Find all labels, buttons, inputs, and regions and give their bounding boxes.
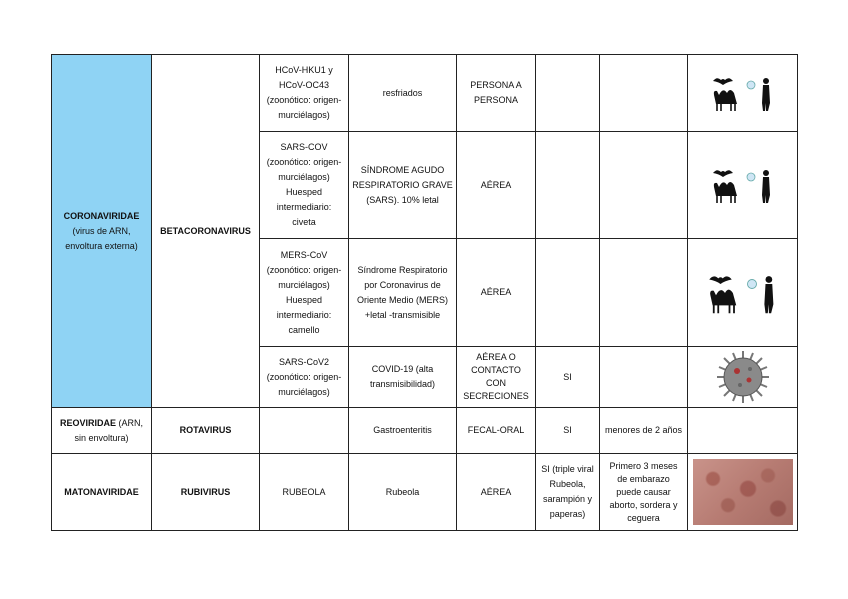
- vaccine-cell: [536, 454, 600, 531]
- virus-cell: RUBEOLA: [260, 454, 349, 531]
- disease-cell: Gastroenteritis: [349, 408, 457, 454]
- disease-cell: Rubeola: [349, 454, 457, 531]
- text-line: (zoonótico: origen-: [266, 95, 342, 105]
- disease-cell: [349, 132, 457, 239]
- vaccine-cell: SI: [536, 408, 600, 454]
- text-line: PERSONA A: [470, 80, 522, 90]
- family-cell-coronaviridae: [52, 55, 152, 408]
- coronavirus-particle-icon: [691, 349, 794, 405]
- bat-camel-human-icon: [691, 270, 794, 316]
- vaccine-cell: [536, 132, 600, 239]
- text-line: PERSONA: [473, 95, 518, 105]
- text-line: murciélagos): [278, 172, 330, 182]
- text-line: CON: [486, 378, 506, 388]
- virus-cell: [260, 408, 349, 454]
- bat-camel-human-icon: [691, 165, 794, 205]
- text-line: (SARS). 10% letal: [366, 194, 439, 205]
- virus-cell: [260, 132, 349, 239]
- virus-table: [51, 54, 798, 531]
- table-row: [52, 408, 798, 454]
- risk-cell: [600, 132, 688, 239]
- rash-skin-photo: [693, 459, 793, 525]
- vaccine-cell: [536, 239, 600, 347]
- risk-cell: menores de 2 años: [600, 408, 688, 454]
- text-line: resfriados: [382, 87, 423, 98]
- text-line: transmisibilidad): [369, 379, 436, 389]
- text-line: +letal -transmisible: [364, 309, 441, 320]
- text-line: camello: [288, 324, 320, 335]
- virus-cell: [260, 55, 349, 132]
- transmission-cell: [457, 55, 536, 132]
- text-line: murciélagos): [278, 110, 330, 120]
- family-note: (virus de ARN, envoltura externa): [65, 225, 138, 251]
- text-line: ceguera: [627, 512, 660, 523]
- genus-cell-rotavirus: ROTAVIRUS: [152, 408, 260, 454]
- text-line: MERS-CoV: [280, 249, 328, 260]
- text-line: murciélagos): [278, 386, 330, 397]
- text-line: paperas): [549, 509, 586, 519]
- genus-cell-rubivirus: RUBIVIRUS: [152, 454, 260, 531]
- virus-cell: [260, 239, 349, 347]
- text-line: Síndrome Respiratorio: [357, 264, 448, 275]
- text-line: SARS-CoV2: [278, 356, 330, 367]
- transmission-cell: FECAL-ORAL: [457, 408, 536, 454]
- family-cell-matonaviridae: MATONAVIRIDAE: [52, 454, 152, 531]
- text-line: SECRECIONES: [463, 391, 529, 401]
- text-line: intermediario:: [276, 309, 332, 320]
- text-line: (zoonótico: origen-: [266, 264, 342, 275]
- risk-cell: [600, 239, 688, 347]
- family-name: CORONAVIRIDAE: [63, 210, 140, 221]
- table-row: [52, 454, 798, 531]
- image-cell: [688, 347, 798, 408]
- vaccine-cell: [536, 55, 600, 132]
- text-line: Oriente Medio (MERS): [356, 294, 449, 305]
- bat-camel-human-icon: [691, 73, 794, 113]
- risk-cell: [600, 454, 688, 531]
- text-line: civeta: [292, 217, 316, 227]
- text-line: por Coronavirus de: [364, 279, 441, 290]
- image-cell: [688, 55, 798, 132]
- text-line: (zoonótico: origen-: [266, 371, 342, 382]
- text-line: intermediario:: [276, 202, 332, 212]
- family-note: (ARN, sin envoltura): [74, 417, 143, 443]
- virus-cell: [260, 347, 349, 408]
- risk-cell: [600, 347, 688, 408]
- text-line: de embarazo: [617, 473, 670, 484]
- transmission-cell: AÉREA: [457, 132, 536, 239]
- text-line: sarampión y: [542, 494, 593, 504]
- genus-cell-betacoronavirus: BETACORONAVIRUS: [152, 55, 260, 408]
- text-line: AÉREA O: [476, 352, 516, 362]
- disease-cell: [349, 55, 457, 132]
- image-cell: [688, 454, 798, 531]
- text-line: SI (triple viral: [541, 464, 594, 474]
- text-line: Primero 3 meses: [609, 460, 678, 471]
- text-line: puede causar: [616, 486, 671, 497]
- text-line: CONTACTO: [471, 365, 521, 375]
- image-cell: [688, 132, 798, 239]
- text-line: SARS-COV: [280, 142, 328, 152]
- text-line: HCoV-HKU1 y: [275, 65, 333, 75]
- transmission-cell: AÉREA: [457, 454, 536, 531]
- image-cell: [688, 408, 798, 454]
- text-line: HCoV-OC43: [278, 80, 330, 90]
- disease-cell: [349, 239, 457, 347]
- transmission-cell: AÉREA: [457, 239, 536, 347]
- text-line: Huesped: [285, 294, 323, 305]
- text-line: COVID-19 (alta: [371, 364, 434, 374]
- vaccine-cell: SI: [536, 347, 600, 408]
- text-line: murciélagos): [278, 279, 330, 290]
- image-cell: [688, 239, 798, 347]
- table-row: [52, 55, 798, 132]
- text-line: aborto, sordera y: [609, 499, 678, 510]
- disease-cell: [349, 347, 457, 408]
- family-name: REOVIRIDAE: [59, 417, 116, 428]
- risk-cell: [600, 55, 688, 132]
- text-line: RESPIRATORIO GRAVE: [352, 179, 453, 190]
- family-cell-reoviridae: [52, 408, 152, 454]
- text-line: SÍNDROME AGUDO: [360, 164, 445, 175]
- transmission-cell: [457, 347, 536, 408]
- text-line: Huesped: [285, 187, 323, 197]
- text-line: Rubeola,: [549, 479, 586, 489]
- text-line: (zoonótico: origen-: [266, 157, 342, 167]
